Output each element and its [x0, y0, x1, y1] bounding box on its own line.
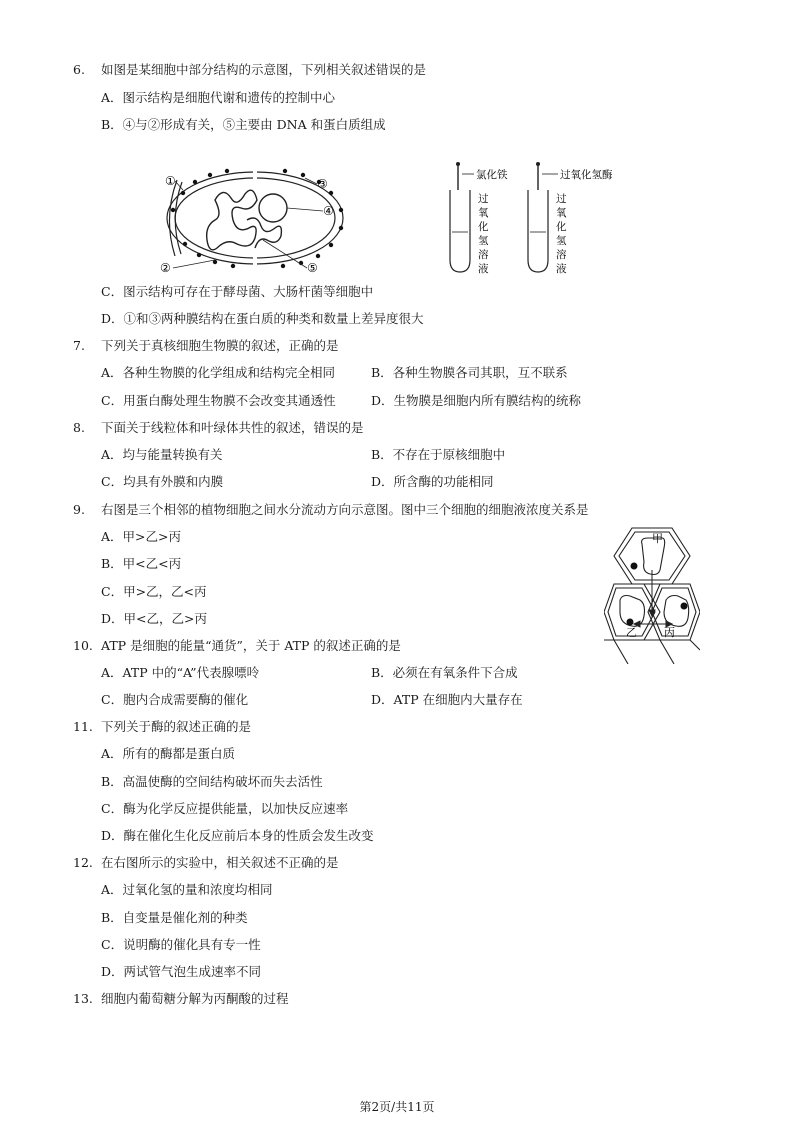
question-8-option-d: D．所含酶的功能相同	[371, 474, 494, 489]
question-12-stem: 在右图所示的实验中，相关叙述不正确的是	[101, 855, 339, 870]
cell-label-bing: 丙	[664, 626, 675, 639]
test-tubes-diagram	[440, 160, 630, 278]
question-9-number: 9.	[73, 502, 85, 517]
question-7-option-d: D．生物膜是细胞内所有膜结构的统称	[371, 393, 582, 408]
tube-right-label: 过氧化氢酶	[560, 169, 613, 181]
tube-left-liquid-2: 氧	[478, 207, 489, 219]
tube-left-liquid-5: 溶	[478, 249, 489, 261]
cell-label-yi: 乙	[626, 626, 637, 639]
question-6-stem: 如图是某细胞中部分结构的示意图，下列相关叙述错误的是	[101, 62, 427, 77]
label-2: ②	[160, 261, 171, 275]
label-5: ⑤	[307, 261, 318, 275]
question-7-stem: 下列关于真核细胞生物膜的叙述，正确的是	[101, 338, 339, 353]
question-6-option-b: B．④与②形成有关，⑤主要由 DNA 和蛋白质组成	[101, 117, 386, 132]
question-12-option-c: C．说明酶的催化具有专一性	[101, 937, 261, 952]
tube-left-liquid-6: 液	[478, 263, 489, 275]
question-11-option-d: D．酶在催化生化反应前后本身的性质会发生改变	[101, 828, 374, 843]
label-3: ③	[317, 177, 328, 191]
tube-right-liquid-4: 氢	[556, 235, 567, 247]
tube-right-liquid-2: 氧	[556, 207, 567, 219]
question-7-number: 7.	[73, 338, 85, 353]
question-12-number: 12.	[73, 855, 93, 870]
question-10-option-b: B．必须在有氧条件下合成	[371, 665, 518, 680]
tube-left-liquid-3: 化	[478, 221, 489, 233]
question-11-option-c: C．酶为化学反应提供能量，以加快反应速率	[101, 801, 349, 816]
question-11-stem: 下列关于酶的叙述正确的是	[101, 719, 252, 734]
tube-right-liquid-5: 溶	[556, 249, 567, 261]
question-10-stem: ATP 是细胞的能量“通货”，关于 ATP 的叙述正确的是	[101, 638, 401, 653]
question-7-option-b: B．各种生物膜各司其职，互不联系	[371, 365, 568, 380]
question-7-option-a: A．各种生物膜的化学组成和结构完全相同	[101, 365, 336, 380]
tube-left-liquid-4: 氢	[478, 235, 489, 247]
question-9-option-b: B．甲<乙<丙	[101, 556, 182, 571]
question-6-option-a: A．图示结构是细胞代谢和遗传的控制中心	[101, 90, 336, 105]
question-6-option-c: C．图示结构可存在于酵母菌、大肠杆菌等细胞中	[101, 284, 374, 299]
question-9-option-a: A．甲>乙>丙	[101, 529, 181, 544]
label-1: ①	[165, 174, 176, 188]
cell-label-jia: 甲	[652, 532, 663, 545]
question-8-option-b: B．不存在于原核细胞中	[371, 447, 506, 462]
nucleus-diagram	[155, 160, 355, 278]
question-9-stem: 右图是三个相邻的植物细胞之间水分流动方向示意图。图中三个细胞的细胞液浓度关系是	[101, 502, 589, 517]
question-13-number: 13.	[73, 991, 93, 1006]
tube-left-label: 氯化铁	[476, 169, 508, 181]
question-8-option-a: A．均与能量转换有关	[101, 447, 223, 462]
question-11-number: 11.	[73, 719, 93, 734]
question-11-option-a: A．所有的酶都是蛋白质	[101, 746, 236, 761]
question-9-option-c: C．甲>乙，乙<丙	[101, 584, 207, 599]
question-10-number: 10.	[73, 638, 93, 653]
tube-right-liquid-1: 过	[556, 193, 567, 205]
question-6-option-d: D．①和③两种膜结构在蛋白质的种类和数量上差异度很大	[101, 311, 424, 326]
question-12-option-a: A．过氧化氢的量和浓度均相同	[101, 882, 273, 897]
tube-right-liquid-3: 化	[556, 221, 567, 233]
question-11-option-b: B．高温使酶的空间结构破坏而失去活性	[101, 774, 323, 789]
page-footer: 第2页/共11页	[359, 1100, 435, 1114]
question-9-option-d: D．甲<乙，乙>丙	[101, 611, 207, 626]
question-8-number: 8.	[73, 420, 85, 435]
plant-cells-diagram	[604, 526, 700, 664]
question-8-option-c: C．均具有外膜和内膜	[101, 474, 224, 489]
question-8-stem: 下面关于线粒体和叶绿体共性的叙述，错误的是	[101, 420, 364, 435]
tube-right-liquid-6: 液	[556, 263, 567, 275]
question-7-option-c: C．用蛋白酶处理生物膜不会改变其通透性	[101, 393, 336, 408]
tube-left-liquid-1: 过	[478, 193, 489, 205]
question-13-stem: 细胞内葡萄糖分解为丙酮酸的过程	[101, 991, 289, 1006]
question-12-option-d: D．两试管气泡生成速率不同	[101, 964, 262, 979]
question-12-option-b: B．自变量是催化剂的种类	[101, 910, 248, 925]
question-10-option-d: D．ATP 在细胞内大量存在	[371, 692, 523, 707]
question-10-option-c: C．胞内合成需要酶的催化	[101, 692, 249, 707]
label-4: ④	[323, 204, 334, 218]
question-10-option-a: A．ATP 中的“A”代表腺嘌呤	[101, 665, 260, 680]
question-6-number: 6.	[73, 62, 85, 77]
